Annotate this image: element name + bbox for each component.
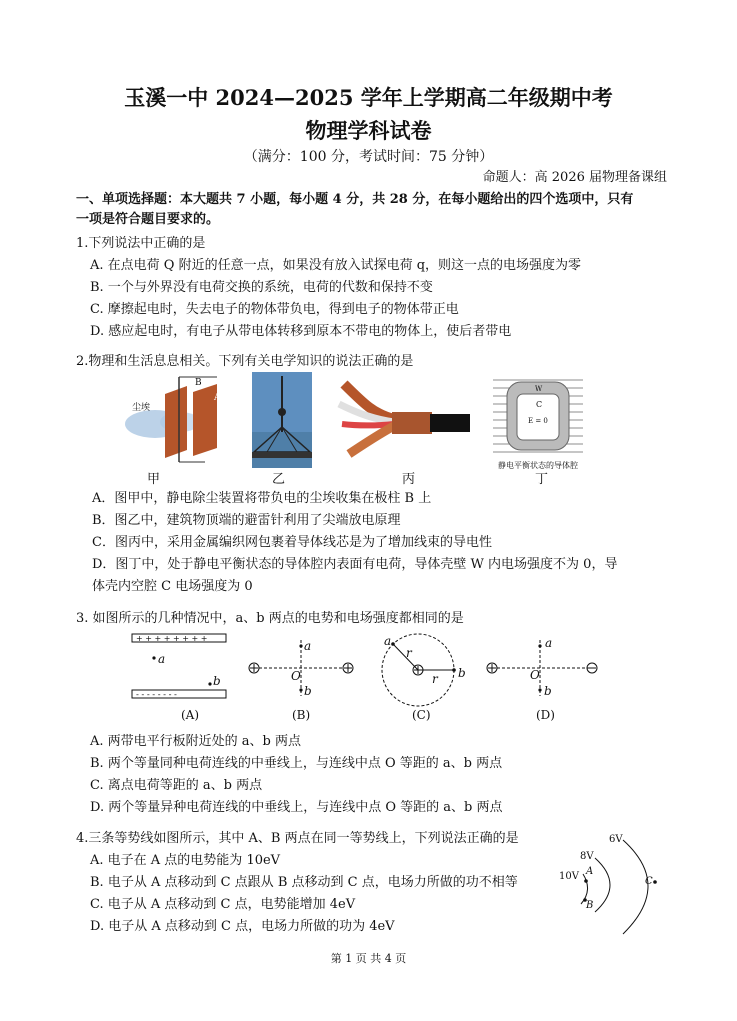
q2-stem: 2.物理和生活息息相关。下列有关电学知识的说法正确的是 [76,354,414,369]
fig-ding-e: E = 0 [528,417,548,425]
q3-b-origin: O [291,669,301,683]
svg-text:+ + + + + + + +: + + + + + + + + [136,634,208,643]
q3-c-point-b: b [458,666,466,680]
q3-b-point-b: b [304,684,312,698]
fig-ding-c: C [536,400,543,409]
q1-option-a: A. 在点电荷 Q 附近的任意一点，如果没有放入试探电荷 q，则这一点的电场强度为零 [90,258,582,273]
fig-q4-8v: 8V [580,851,594,862]
q2-option-d-cont: 体壳内空腔 C 电场强度为 0 [92,579,253,594]
section-heading: 一、单项选择题：本大题共 7 小题，每小题 4 分，共 28 分，在每小题给出的四个选项中，只有 [76,192,634,207]
q4-option-c: C. 电子从 A 点移动到 C 点，电势能增加 4eV [90,897,356,912]
fig-lightning-rod [252,372,312,468]
page-subtitle: 物理学科试卷 [305,118,432,143]
q4-stem: 4.三条等势线如图所示，其中 A、B 两点在同一等势线上，下列说法正确的是 [76,831,519,846]
q3-d-point-a: a [545,636,553,650]
fig-jia-dust-label: 尘埃 [132,403,151,413]
fig-caption-jia: 甲 [147,472,161,487]
fig-precipitator [125,372,235,467]
q1-option-b: B. 一个与外界没有电荷交换的系统，电荷的代数和保持不变 [90,280,433,295]
q3-fig-label-c: (C) [412,708,431,722]
fig-jia-plate-a: A [214,393,221,403]
q3-d-origin: O [530,668,540,682]
q2-option-d: D．图丁中，处于静电平衡状态的导体腔内表面有电荷，导体壳壁 W 内电场强度不为 0，导 [92,557,618,572]
q2-option-c: C．图丙中，采用金属编织网包裹着导体线芯是为了增加线束的导电性 [92,535,492,550]
q3-option-a: A. 两带电平行板附近处的 a、b 两点 [90,734,301,749]
exam-info: （满分：100 分，考试时间：75 分钟） [243,149,494,165]
q2-option-b: B．图乙中，建筑物顶端的避雷针利用了尖端放电原理 [92,513,401,528]
fig-q3-a [132,634,228,704]
page-footer: 第 1 页 共 4 页 [330,952,407,965]
page-title: 玉溪一中 2024—2025 学年上学期高二年级期中考 [124,85,613,110]
fig-q3-d [484,636,600,700]
svg-text:- - - - - - - -: - - - - - - - - [136,690,177,699]
fig-caption-bing: 丙 [402,472,416,487]
q3-option-d: D. 两个等量异种电荷连线的中垂线上，与连线中点 O 等距的 a、b 两点 [90,800,503,815]
fig-q4-point-c: C [645,876,653,887]
q1-option-d: D. 感应起电时，有电子从带电体转移到原本不带电的物体上，使后者带电 [90,324,512,339]
fig-caption-yi: 乙 [272,472,286,487]
fig-q4-6v: 6V [609,834,623,845]
q3-c-point-a: a [384,634,392,648]
fig-ding-caption: 静电平衡状态的导体腔 [498,461,578,470]
section-heading-cont: 一项是符合题目要求的。 [76,212,220,227]
q3-stem: 3. 如图所示的几种情况中，a、b 两点的电势和电场强度都相同的是 [76,611,464,626]
fig-q3-b [246,636,356,700]
q3-fig-label-d: (D) [536,708,555,722]
q1-stem: 1.下列说法中正确的是 [76,236,206,251]
q2-option-a: A．图甲中，静电除尘装置将带负电的尘埃收集在极柱 B 上 [92,491,432,506]
q3-fig-label-b: (B) [292,708,311,722]
fig-jia-plate-b: B [195,378,202,388]
q3-fig-label-a: (A) [181,708,200,722]
fig-braided-cable [334,374,470,466]
fig-caption-ding: 丁 [535,472,549,487]
q3-b-point-a: a [304,639,312,653]
q3-c-radius-2: r [432,672,438,686]
fig-q4-point-a: A [586,866,594,877]
q3-option-b: B. 两个等量同种电荷连线的中垂线上，与连线中点 O 等距的 a、b 两点 [90,756,503,771]
q3-c-radius-1: r [406,646,412,660]
fig-q4-10v: 10V [559,871,579,882]
q3-a-point-b: b [213,674,221,688]
exam-author: 命题人：高 2026 届物理备课组 [482,170,667,185]
q4-option-a: A. 电子在 A 点的电势能为 10eV [90,853,281,868]
q3-a-point-a: a [158,652,166,666]
q3-d-point-b: b [544,684,552,698]
fig-q4-point-b: B [586,900,594,911]
q1-option-c: C. 摩擦起电时，失去电子的物体带负电，得到电子的物体带正电 [90,302,459,317]
q4-option-b: B. 电子从 A 点移动到 C 点跟从 B 点移动到 C 点，电场力所做的功不相等 [90,875,518,890]
fig-ding-w: W [535,385,543,393]
q3-option-c: C. 离点电荷等距的 a、b 两点 [90,778,263,793]
q4-option-d: D. 电子从 A 点移动到 C 点，电场力所做的功为 4eV [90,919,395,934]
